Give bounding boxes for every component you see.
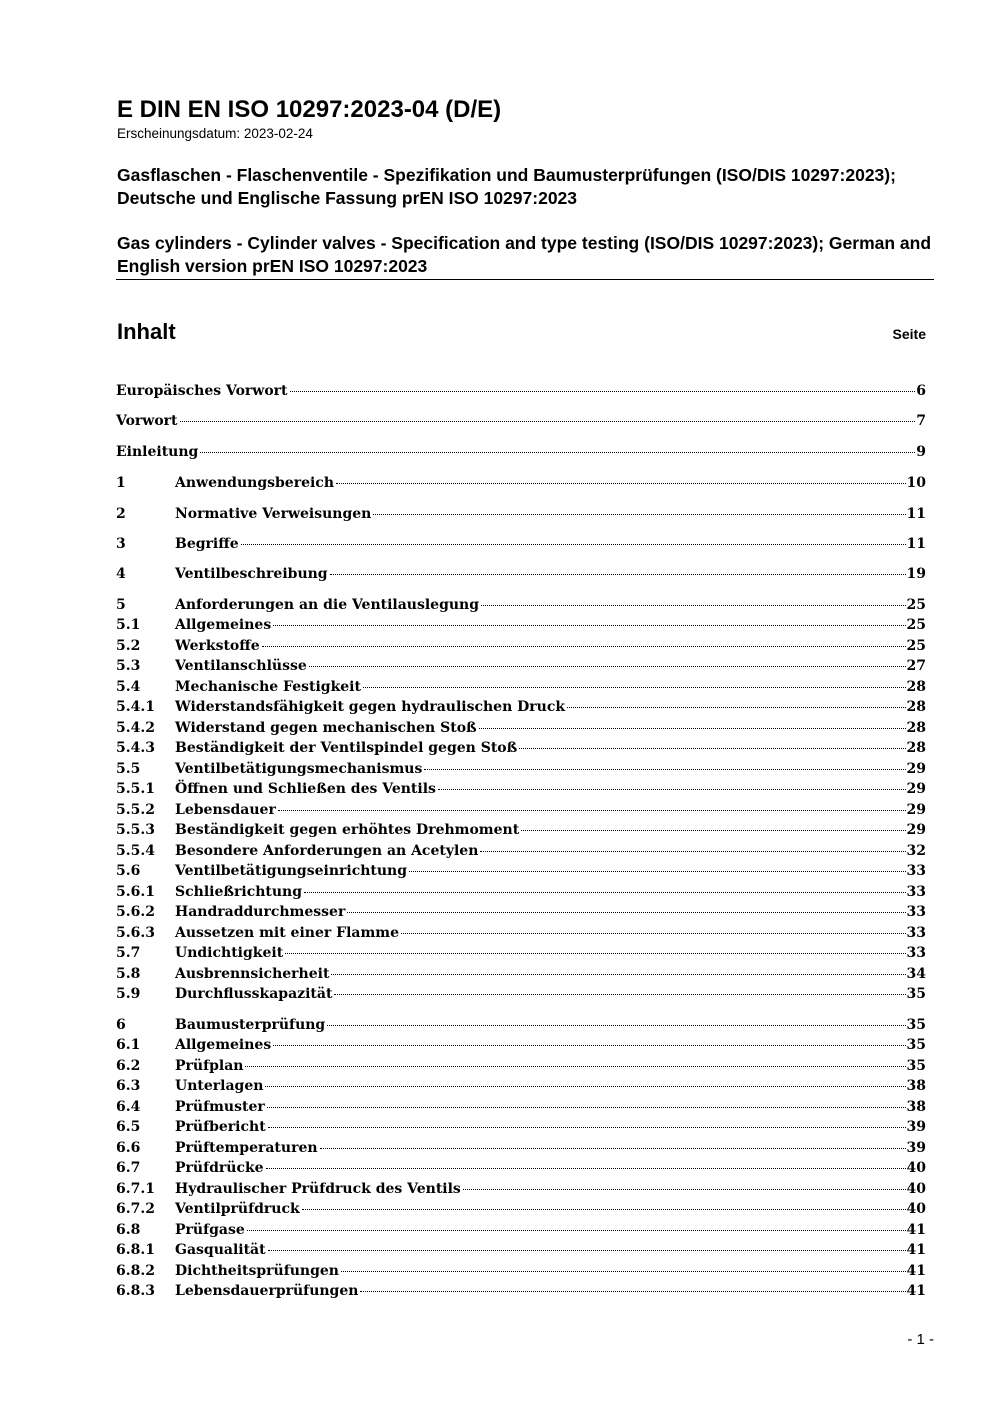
toc-entry-number: 6.8.2 xyxy=(116,1263,155,1279)
toc-dot-leader xyxy=(409,871,905,872)
page-number: - 1 - xyxy=(907,1331,934,1348)
toc-entry[interactable] xyxy=(116,615,926,635)
toc-dot-leader xyxy=(463,1189,906,1190)
toc-dot-leader xyxy=(309,666,906,667)
toc-entry[interactable] xyxy=(116,1097,926,1117)
toc-dot-leader xyxy=(331,974,905,975)
toc-entry-page: 39 xyxy=(906,1119,926,1135)
toc-dot-leader xyxy=(327,1025,905,1026)
toc-entry-title: Ventilbetätigungseinrichtung xyxy=(175,863,408,879)
toc-entry-number: 5 xyxy=(116,597,126,613)
toc-entry-number: 5.8 xyxy=(116,966,141,982)
toc-entry[interactable] xyxy=(116,759,926,779)
toc-heading: Inhalt xyxy=(117,319,176,344)
toc-entry[interactable] xyxy=(116,1015,926,1035)
toc-entry-title: Durchflusskapazität xyxy=(175,986,333,1002)
toc-entry[interactable] xyxy=(116,636,926,656)
toc-entry-number: 5.4.2 xyxy=(116,720,155,736)
toc-entry-title: Ausbrennsicherheit xyxy=(175,966,330,982)
toc-dot-leader xyxy=(247,1230,906,1231)
toc-entry[interactable] xyxy=(116,1220,926,1240)
toc-entry-page: 32 xyxy=(906,843,926,859)
toc-entry-number: 6.5 xyxy=(116,1119,141,1135)
toc-entry-page: 29 xyxy=(906,822,926,838)
toc-entry-title: Widerstand gegen mechanischen Stoß xyxy=(175,720,477,736)
toc-entry-title: Ventilbeschreibung xyxy=(175,566,328,582)
toc-entry-number: 5.5.3 xyxy=(116,822,155,838)
toc-entry[interactable] xyxy=(116,882,926,902)
document-id: E DIN EN ISO 10297:2023-04 (D/E) xyxy=(117,96,502,123)
toc-entry-number: 2 xyxy=(116,506,126,522)
toc-entry-page: 40 xyxy=(906,1201,926,1217)
toc-entry-title: Hydraulischer Prüfdruck des Ventils xyxy=(175,1181,461,1197)
toc-entry[interactable] xyxy=(116,1281,926,1301)
toc-entry-number: 5.9 xyxy=(116,986,141,1002)
toc-entry-page: 29 xyxy=(906,781,926,797)
toc-entry-title: Werkstoffe xyxy=(175,638,260,654)
toc-entry-title: Vorwort xyxy=(116,413,178,429)
toc-dot-leader xyxy=(521,830,905,831)
toc-entry-number: 5.5.2 xyxy=(116,802,155,818)
toc-entry[interactable] xyxy=(116,677,926,697)
toc-entry-title: Europäisches Vorwort xyxy=(116,383,288,399)
toc-entry-number: 6.8.1 xyxy=(116,1242,155,1258)
toc-entry-number: 6.4 xyxy=(116,1099,141,1115)
toc-entry[interactable] xyxy=(116,902,926,922)
toc-entry[interactable] xyxy=(116,964,926,984)
toc-entry-page: 33 xyxy=(906,863,926,879)
toc-entry-number: 5.5.4 xyxy=(116,843,155,859)
toc-entry-number: 6.7.2 xyxy=(116,1201,155,1217)
toc-entry-page: 41 xyxy=(906,1263,926,1279)
toc-entry[interactable] xyxy=(116,442,926,462)
toc-entry-page: 25 xyxy=(906,597,926,613)
toc-entry[interactable] xyxy=(116,656,926,676)
toc-entry-page: 28 xyxy=(906,679,926,695)
toc-entry-title: Prüfplan xyxy=(175,1058,244,1074)
toc-entry-number: 5.3 xyxy=(116,658,141,674)
toc-entry-title: Einleitung xyxy=(116,444,199,460)
toc-entry-title: Lebensdauer xyxy=(175,802,276,818)
toc-dot-leader xyxy=(438,789,906,790)
toc-entry[interactable] xyxy=(116,1035,926,1055)
toc-dot-leader xyxy=(302,1209,906,1210)
toc-entry-title: Ventilprüfdruck xyxy=(175,1201,300,1217)
toc-entry[interactable] xyxy=(116,800,926,820)
toc-entry-page: 27 xyxy=(906,658,926,674)
toc-entry-title: Schließrichtung xyxy=(175,884,303,900)
toc-entry-page: 34 xyxy=(906,966,926,982)
toc-entry-title: Beständigkeit der Ventilspindel gegen Stoß xyxy=(175,740,518,756)
toc-entry-title: Lebensdauerprüfungen xyxy=(175,1283,359,1299)
toc-entry-page: 29 xyxy=(906,802,926,818)
toc-dot-leader xyxy=(241,544,906,545)
toc-entry-number: 4 xyxy=(116,566,126,582)
toc-entry-page: 40 xyxy=(906,1160,926,1176)
toc-entry-title: Mechanische Festigkeit xyxy=(175,679,361,695)
toc-entry-title: Baumusterprüfung xyxy=(175,1017,326,1033)
toc-dot-leader xyxy=(336,483,906,484)
toc-entry-page: 6 xyxy=(916,383,926,399)
toc-entry-page: 38 xyxy=(906,1099,926,1115)
toc-dot-leader xyxy=(480,851,905,852)
toc-entry-title: Unterlagen xyxy=(175,1078,264,1094)
toc-entry-number: 5.4 xyxy=(116,679,141,695)
toc-entry-page: 35 xyxy=(906,986,926,1002)
toc-dot-leader xyxy=(245,1066,905,1067)
toc-entry-page: 41 xyxy=(906,1283,926,1299)
toc-entry[interactable] xyxy=(116,1076,926,1096)
toc-entry-page: 19 xyxy=(906,566,926,582)
toc-entry-number: 3 xyxy=(116,536,126,552)
toc-entry-page: 10 xyxy=(906,475,926,491)
toc-entry[interactable] xyxy=(116,1158,926,1178)
toc-entry-number: 5.4.3 xyxy=(116,740,155,756)
toc-entry-page: 11 xyxy=(906,536,926,552)
toc-entry-page: 25 xyxy=(906,638,926,654)
toc-entry-number: 5.6.3 xyxy=(116,925,155,941)
toc-entry-number: 6.2 xyxy=(116,1058,141,1074)
toc-dot-leader xyxy=(267,1107,906,1108)
toc-entry-number: 6.8.3 xyxy=(116,1283,155,1299)
toc-entry-number: 1 xyxy=(116,475,126,491)
toc-entry-page: 28 xyxy=(906,740,926,756)
toc-entry[interactable] xyxy=(116,697,926,717)
toc-entry-title: Prüfdrücke xyxy=(175,1160,264,1176)
toc-entry[interactable] xyxy=(116,564,926,584)
toc-entry-number: 6.7 xyxy=(116,1160,141,1176)
toc-entry[interactable] xyxy=(116,738,926,758)
toc-dot-leader xyxy=(320,1148,906,1149)
toc-entry-title: Undichtigkeit xyxy=(175,945,284,961)
toc-entry-title: Widerstandsfähigkeit gegen hydraulischen Druck xyxy=(175,699,566,715)
toc-dot-leader xyxy=(360,1291,905,1292)
toc-entry-title: Anforderungen an die Ventilauslegung xyxy=(175,597,480,613)
toc-dot-leader xyxy=(347,912,905,913)
toc-entry-title: Ventilbetätigungsmechanismus xyxy=(175,761,423,777)
toc-dot-leader xyxy=(266,1168,906,1169)
toc-entry-number: 6.8 xyxy=(116,1222,141,1238)
toc-entry-page: 40 xyxy=(906,1181,926,1197)
toc-entry-number: 5.2 xyxy=(116,638,141,654)
toc-entry-title: Allgemeines xyxy=(175,1037,272,1053)
toc-entry-page: 11 xyxy=(906,506,926,522)
toc-entry-title: Besondere Anforderungen an Acetylen xyxy=(175,843,479,859)
toc-dot-leader xyxy=(481,605,905,606)
toc-entry-page: 35 xyxy=(906,1037,926,1053)
toc-entry-page: 28 xyxy=(906,720,926,736)
toc-entry[interactable] xyxy=(116,534,926,554)
toc-dot-leader xyxy=(519,748,905,749)
toc-entry-page: 39 xyxy=(906,1140,926,1156)
toc-entry-title: Prüftemperaturen xyxy=(175,1140,318,1156)
toc-entry-page: 41 xyxy=(906,1222,926,1238)
toc-entry-title: Dichtheitsprüfungen xyxy=(175,1263,339,1279)
toc-entry-page: 29 xyxy=(906,761,926,777)
toc-dot-leader xyxy=(273,625,905,626)
toc-dot-leader xyxy=(341,1271,906,1272)
toc-dot-leader xyxy=(401,933,906,934)
toc-dot-leader xyxy=(330,574,906,575)
toc-entry[interactable] xyxy=(116,411,926,431)
toc-entry[interactable] xyxy=(116,473,926,493)
toc-entry[interactable] xyxy=(116,820,926,840)
toc-entry[interactable] xyxy=(116,1240,926,1260)
toc-dot-leader xyxy=(285,953,905,954)
toc-entry[interactable] xyxy=(116,504,926,524)
toc-entry-number: 5.4.1 xyxy=(116,699,155,715)
toc-entry-title: Aussetzen mit einer Flamme xyxy=(175,925,399,941)
toc-dot-leader xyxy=(424,769,905,770)
toc-entry[interactable] xyxy=(116,861,926,881)
toc-dot-leader xyxy=(262,646,906,647)
toc-entry-title: Beständigkeit gegen erhöhtes Drehmoment xyxy=(175,822,520,838)
toc-entry-page: 33 xyxy=(906,945,926,961)
toc-entry-title: Prüfmuster xyxy=(175,1099,265,1115)
header-divider xyxy=(116,279,934,280)
toc-entry-number: 6.1 xyxy=(116,1037,141,1053)
toc-entry-title: Prüfgase xyxy=(175,1222,245,1238)
toc-entry-number: 6.3 xyxy=(116,1078,141,1094)
title-english: Gas cylinders - Cylinder valves - Specification and type testing (ISO/DIS 10297:2023); German and English version prEN ISO 10297:2023 xyxy=(117,233,932,276)
toc-entry[interactable] xyxy=(116,381,926,401)
toc-dot-leader xyxy=(567,707,905,708)
toc-dot-leader xyxy=(363,687,906,688)
toc-entry[interactable] xyxy=(116,595,926,615)
toc-entry[interactable] xyxy=(116,1261,926,1281)
toc-entry-title: Anwendungsbereich xyxy=(175,475,334,491)
toc-page-label: Seite xyxy=(892,326,926,342)
toc-entry-page: 38 xyxy=(906,1078,926,1094)
toc-dot-leader xyxy=(479,728,906,729)
toc-entry-number: 5.6.1 xyxy=(116,884,155,900)
toc-dot-leader xyxy=(268,1250,906,1251)
toc-entry-number: 5.7 xyxy=(116,945,141,961)
toc-entry[interactable] xyxy=(116,1117,926,1137)
toc-entry-page: 35 xyxy=(906,1017,926,1033)
toc-entry[interactable] xyxy=(116,1056,926,1076)
toc-entry-page: 9 xyxy=(916,444,926,460)
toc-entry-title: Gasqualität xyxy=(175,1242,266,1258)
toc-entry-page: 41 xyxy=(906,1242,926,1258)
title-german: Gasflaschen - Flaschenventile - Spezifikation und Baumusterprüfungen (ISO/DIS 10297:2023); Deutsche und Englische Fassung prEN ISO 10297:2023 xyxy=(117,165,896,208)
toc-dot-leader xyxy=(200,452,915,453)
toc-dot-leader xyxy=(180,421,916,422)
toc-entry-page: 33 xyxy=(906,904,926,920)
publication-date: Erscheinungsdatum: 2023-02-24 xyxy=(117,126,313,141)
toc-entry-number: 5.1 xyxy=(116,617,141,633)
toc-entry-page: 33 xyxy=(906,884,926,900)
toc-entry[interactable] xyxy=(116,1199,926,1219)
toc-dot-leader xyxy=(334,994,905,995)
toc-entry-number: 6.6 xyxy=(116,1140,141,1156)
toc-dot-leader xyxy=(304,892,906,893)
toc-entry-number: 5.6.2 xyxy=(116,904,155,920)
toc-entry-number: 5.5.1 xyxy=(116,781,155,797)
toc-entry[interactable] xyxy=(116,1138,926,1158)
toc-entry[interactable] xyxy=(116,718,926,738)
toc-entry-title: Handraddurchmesser xyxy=(175,904,346,920)
toc-entry-title: Begriffe xyxy=(175,536,239,552)
toc-dot-leader xyxy=(268,1127,906,1128)
toc-entry-title: Allgemeines xyxy=(175,617,272,633)
toc-entry-title: Ventilanschlüsse xyxy=(175,658,307,674)
toc-entry[interactable] xyxy=(116,923,926,943)
toc-entry[interactable] xyxy=(116,984,926,1004)
toc-entry-page: 35 xyxy=(906,1058,926,1074)
toc-entry[interactable] xyxy=(116,1179,926,1199)
toc-entry[interactable] xyxy=(116,841,926,861)
toc-entry-page: 33 xyxy=(906,925,926,941)
toc-dot-leader xyxy=(278,810,906,811)
toc-entry-title: Prüfbericht xyxy=(175,1119,266,1135)
toc-dot-leader xyxy=(373,514,905,515)
toc-entry-page: 28 xyxy=(906,699,926,715)
toc-entry-number: 5.5 xyxy=(116,761,141,777)
toc-dot-leader xyxy=(273,1045,905,1046)
toc-entry-page: 25 xyxy=(906,617,926,633)
toc-entry-title: Normative Verweisungen xyxy=(175,506,372,522)
toc-entry-page: 7 xyxy=(916,413,926,429)
toc-dot-leader xyxy=(290,391,916,392)
toc-entry-title: Öffnen und Schließen des Ventils xyxy=(175,781,436,797)
toc-entry-number: 6 xyxy=(116,1017,126,1033)
toc-entry-number: 5.6 xyxy=(116,863,141,879)
toc-entry-number: 6.7.1 xyxy=(116,1181,155,1197)
toc-entry[interactable] xyxy=(116,779,926,799)
toc-entry[interactable] xyxy=(116,943,926,963)
toc-dot-leader xyxy=(265,1086,905,1087)
